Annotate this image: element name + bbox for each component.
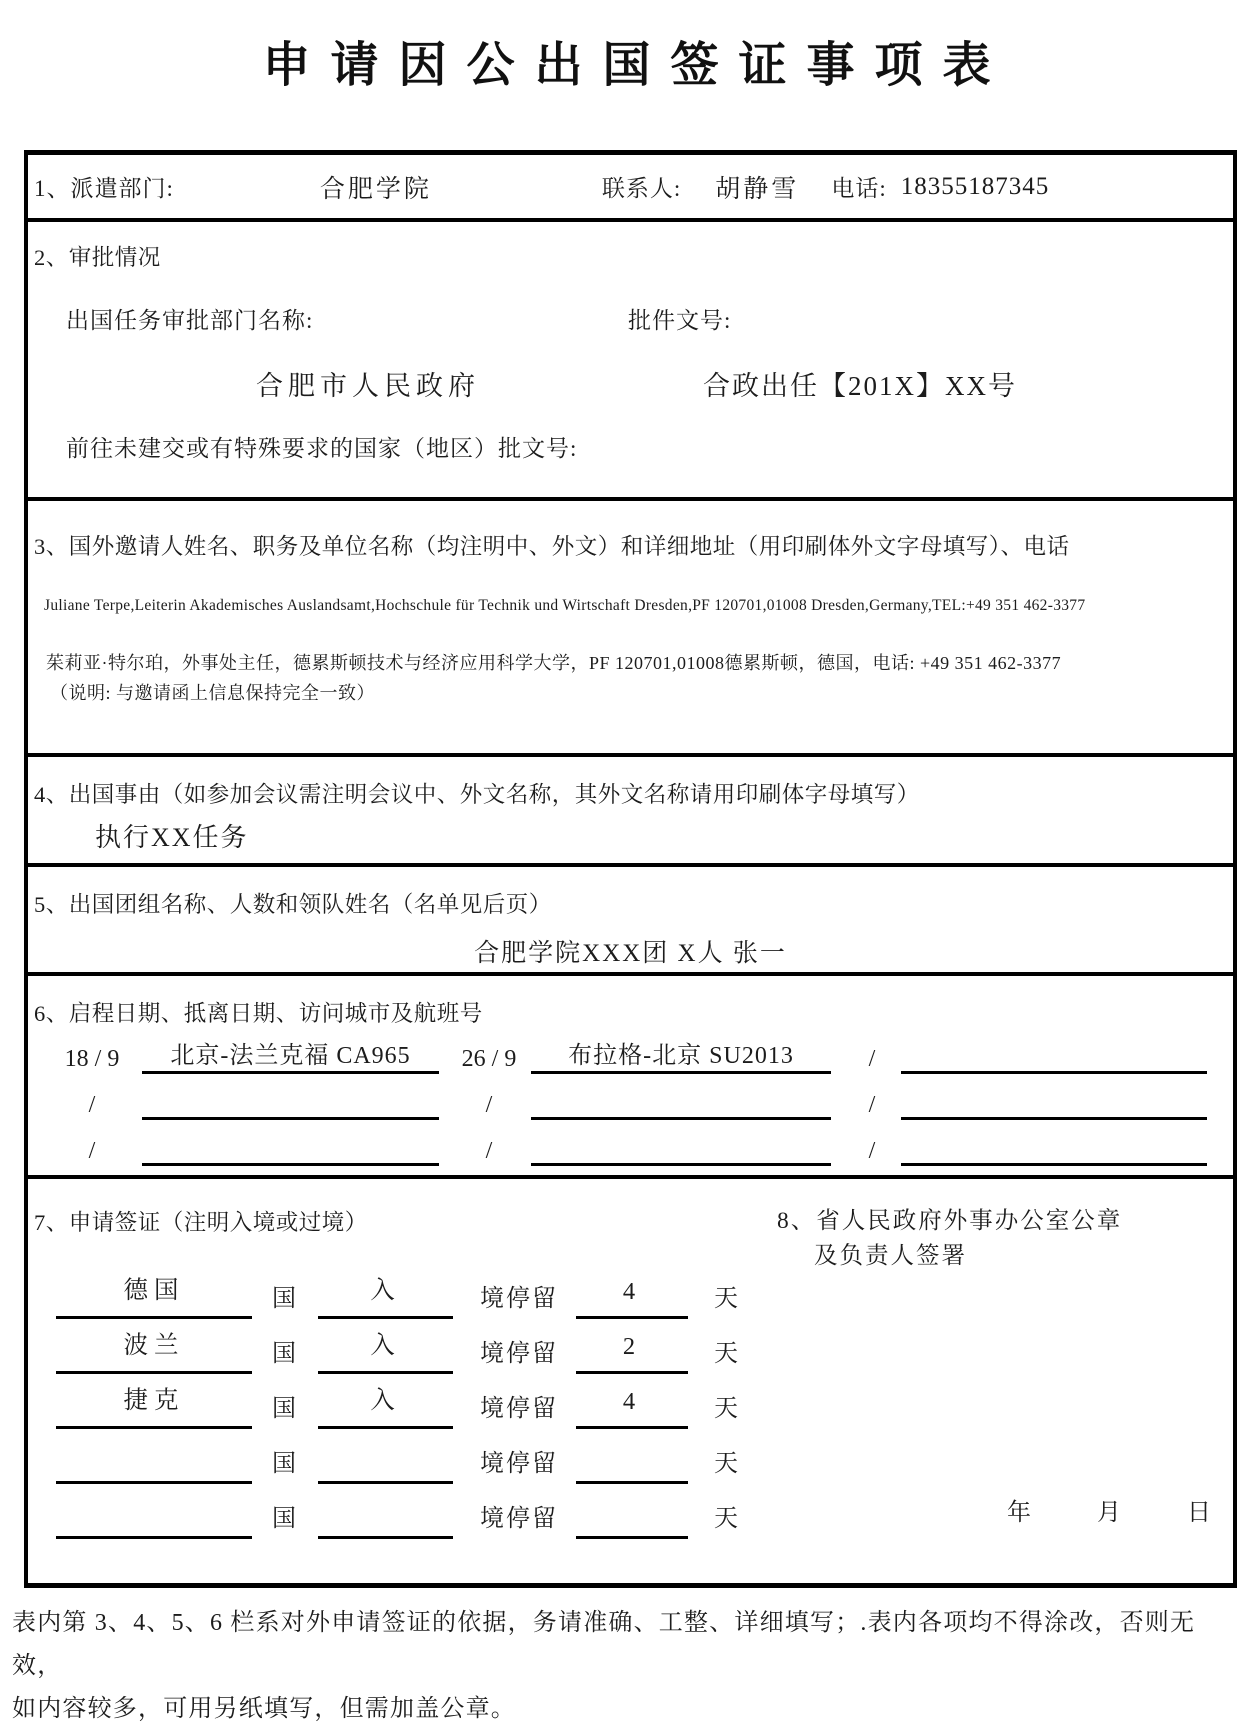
approval-department-value: 合肥市人民政府	[256, 371, 480, 401]
section-7-visa-applications	[28, 1175, 1233, 1583]
flight-row	[28, 1120, 1233, 1166]
country-suffix-label: 国	[272, 1341, 298, 1367]
footer-note-line1: 表内第 3、4、5、6 栏系对外申请签证的依据，务请准确、工整、详细填写；.表内各项均不得涂改，否则无效，	[12, 1610, 1196, 1679]
flight-row	[28, 1074, 1233, 1120]
flight-date: /	[868, 1046, 876, 1072]
footer-notes	[12, 1602, 1242, 1731]
visa-entry-type-field: 入	[318, 1271, 453, 1319]
section-3-foreign-inviter	[28, 497, 1233, 753]
stay-label: 境停留	[480, 1286, 558, 1312]
day-unit-label: 天	[714, 1286, 740, 1312]
visa-row	[28, 1429, 758, 1484]
purpose-heading: 4、出国事由（如参加会议需注明会议中、外文名称，其外文名称请用印刷体字母填写）	[34, 782, 920, 807]
visa-days-field: 4	[576, 1388, 688, 1429]
flight-cell	[843, 1046, 1207, 1074]
stay-label: 境停留	[480, 1451, 558, 1477]
stay-label: 境停留	[480, 1506, 558, 1532]
contact-name-value: 胡静雪	[715, 175, 800, 203]
flight-cell	[42, 1092, 439, 1120]
country-suffix-label: 国	[272, 1451, 298, 1477]
day-label: 日	[1187, 1500, 1211, 1526]
visa-entry-type-field	[318, 1471, 453, 1484]
flight-date: 18 / 9	[64, 1046, 120, 1072]
page-title: 申请因公出国签证事项表	[262, 39, 1011, 92]
flight-cell	[843, 1092, 1207, 1120]
flight-date: 26 / 9	[461, 1046, 517, 1072]
flight-date: /	[485, 1092, 493, 1118]
seal-date-line	[1007, 1492, 1211, 1527]
visa-heading: 7、申请签证（注明入境或过境）	[34, 1210, 368, 1235]
visa-days-field: 4	[576, 1278, 688, 1319]
visa-rows	[28, 1264, 758, 1539]
visa-days-field: 2	[576, 1333, 688, 1374]
stay-label: 境停留	[480, 1341, 558, 1367]
section-2-approval-status	[28, 218, 1233, 497]
purpose-value: 执行XX任务	[95, 823, 249, 852]
section-4-travel-purpose	[28, 753, 1233, 863]
flight-cell	[843, 1138, 1207, 1166]
flight-date: /	[868, 1092, 876, 1118]
flight-cell	[447, 1035, 831, 1074]
seal-heading-line1: 8、省人民政府外事办公室公章	[777, 1208, 1123, 1234]
flight-route-field: 北京-法兰克福 CA965	[142, 1035, 439, 1074]
dispatch-department-value: 合肥学院	[319, 175, 432, 203]
stay-label: 境停留	[480, 1396, 558, 1422]
approval-doc-number-label: 批件文号:	[628, 308, 732, 333]
country-suffix-label: 国	[272, 1286, 298, 1312]
approval-department-label: 出国任务审批部门名称:	[66, 308, 314, 333]
visa-row	[28, 1319, 758, 1374]
country-suffix-label: 国	[272, 1396, 298, 1422]
dispatch-line	[28, 155, 1233, 218]
flight-cell	[447, 1138, 831, 1166]
day-unit-label: 天	[714, 1506, 740, 1532]
approval-doc-number-value: 合政出任【201X】XX号	[703, 371, 1017, 401]
visa-entry-type-field: 入	[318, 1381, 453, 1429]
visa-entry-type-field: 入	[318, 1326, 453, 1374]
flight-date: /	[88, 1138, 96, 1164]
approval-heading: 2、审批情况	[34, 245, 161, 270]
day-unit-label: 天	[714, 1341, 740, 1367]
flight-route-field	[901, 1070, 1207, 1074]
flight-date: /	[868, 1138, 876, 1164]
form-table	[24, 150, 1237, 1588]
country-suffix-label: 国	[272, 1506, 298, 1532]
flight-route-field	[531, 1116, 831, 1120]
delegation-value: 合肥学院XXX团 X人 张一	[474, 940, 787, 967]
seal-heading-line2: 及负责人签署	[814, 1243, 967, 1269]
visa-country-field	[56, 1526, 252, 1539]
flight-grid	[28, 1028, 1233, 1166]
flight-route-field	[901, 1162, 1207, 1166]
visa-country-field: 波兰	[56, 1326, 252, 1374]
flight-date: /	[485, 1138, 493, 1164]
inviter-note: （说明: 与邀请函上信息保持完全一致）	[50, 683, 375, 703]
special-country-doc-label: 前往未建交或有特殊要求的国家（地区）批文号:	[66, 436, 578, 461]
phone-value: 18355187345	[900, 172, 1050, 200]
visa-country-field: 捷克	[56, 1381, 252, 1429]
flight-route-field	[531, 1162, 831, 1166]
flight-cell	[42, 1138, 439, 1166]
day-unit-label: 天	[714, 1396, 740, 1422]
itinerary-heading: 6、启程日期、抵离日期、访问城市及航班号	[34, 1001, 483, 1026]
flight-route-field: 布拉格-北京 SU2013	[531, 1035, 831, 1074]
flight-route-field	[901, 1116, 1207, 1120]
contact-label: 联系人:	[601, 176, 682, 201]
dispatch-department-label: 1、派遣部门:	[34, 176, 174, 201]
visa-country-field	[56, 1471, 252, 1484]
delegation-heading: 5、出国团组名称、人数和领队姓名（名单见后页）	[34, 892, 552, 917]
flight-date: /	[88, 1092, 96, 1118]
inviter-info-english: Juliane Terpe,Leiterin Akademisches Auslandsamt,Hochschule für Technik und Wirtschaft Dresden,PF 120701,01008 Dresden,Germany,TEL:+49 351 462-3377	[44, 597, 1086, 614]
visa-row	[28, 1264, 758, 1319]
visa-row	[28, 1484, 758, 1539]
phone-label: 电话:	[831, 176, 887, 201]
visa-entry-type-field	[318, 1526, 453, 1539]
day-unit-label: 天	[714, 1451, 740, 1477]
inviter-info-chinese: 茱莉亚·特尔珀，外事处主任，德累斯顿技术与经济应用科学大学，PF 120701,01008德累斯顿，德国，电话: +49 351 462-3377	[46, 653, 1062, 673]
section-1-dispatch-department	[28, 155, 1233, 218]
visa-country-field: 德国	[56, 1271, 252, 1319]
year-label: 年	[1007, 1500, 1031, 1526]
visa-days-field	[576, 1471, 688, 1484]
section-6-itinerary	[28, 972, 1233, 1175]
visa-days-field	[576, 1526, 688, 1539]
flight-cell	[447, 1092, 831, 1120]
footer-note-line2: 如内容较多，可用另纸填写，但需加盖公章。	[12, 1696, 516, 1722]
flight-row	[28, 1028, 1233, 1074]
section-5-delegation	[28, 863, 1233, 972]
flight-route-field	[142, 1116, 439, 1120]
inviter-heading: 3、国外邀请人姓名、职务及单位名称（均注明中、外文）和详细地址（用印刷体外文字母填写）、电话	[34, 534, 1070, 559]
flight-route-field	[142, 1162, 439, 1166]
visa-row	[28, 1374, 758, 1429]
flight-cell	[42, 1035, 439, 1074]
month-label: 月	[1097, 1500, 1121, 1526]
